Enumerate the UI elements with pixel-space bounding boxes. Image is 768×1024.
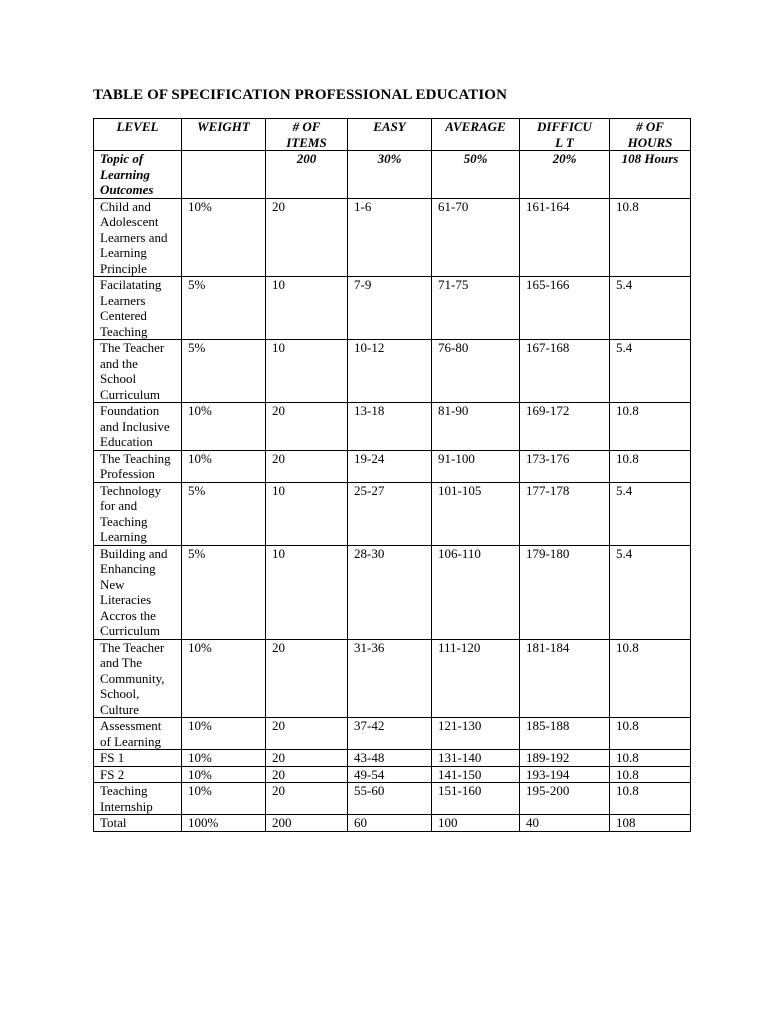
- cell-weight: 10%: [182, 718, 266, 750]
- cell-average: 100: [432, 815, 520, 832]
- cell-weight: 5%: [182, 545, 266, 639]
- cell-hours: 108: [610, 815, 691, 832]
- subheader-topic: Topic of Learning Outcomes: [94, 151, 182, 199]
- table-row: [94, 766, 691, 783]
- cell-difficult: 169-172: [520, 403, 610, 451]
- cell-weight: 10%: [182, 766, 266, 783]
- header-level: LEVEL: [94, 119, 182, 151]
- cell-hours: 10.8: [610, 450, 691, 482]
- cell-topic: Building and Enhancing New Literacies Accros the Curriculum: [94, 545, 182, 639]
- cell-average: 81-90: [432, 403, 520, 451]
- cell-hours: 10.8: [610, 783, 691, 815]
- subheader-hours: 108 Hours: [610, 151, 691, 199]
- cell-weight: 5%: [182, 277, 266, 340]
- cell-items: 20: [266, 450, 348, 482]
- cell-weight: 10%: [182, 198, 266, 277]
- cell-easy: 49-54: [348, 766, 432, 783]
- cell-easy: 37-42: [348, 718, 432, 750]
- cell-topic: FS 2: [94, 766, 182, 783]
- cell-topic: The Teacher and the School Curriculum: [94, 340, 182, 403]
- cell-difficult: 189-192: [520, 750, 610, 767]
- table-row: [94, 482, 691, 545]
- cell-items: 20: [266, 783, 348, 815]
- cell-difficult: 181-184: [520, 639, 610, 718]
- cell-items: 20: [266, 718, 348, 750]
- cell-hours: 10.8: [610, 766, 691, 783]
- cell-topic: Foundation and Inclusive Education: [94, 403, 182, 451]
- cell-items: 20: [266, 639, 348, 718]
- cell-topic: Child and Adolescent Learners and Learning Principle: [94, 198, 182, 277]
- cell-hours: 10.8: [610, 403, 691, 451]
- header-easy: EASY: [348, 119, 432, 151]
- header-row: [94, 119, 691, 151]
- cell-difficult: 165-166: [520, 277, 610, 340]
- subheader-average: 50%: [432, 151, 520, 199]
- subheader-items: 200: [266, 151, 348, 199]
- cell-easy: 19-24: [348, 450, 432, 482]
- cell-average: 131-140: [432, 750, 520, 767]
- subheader-row: [94, 151, 691, 199]
- cell-difficult: 173-176: [520, 450, 610, 482]
- cell-items: 10: [266, 277, 348, 340]
- header-average: AVERAGE: [432, 119, 520, 151]
- cell-topic: Facilatating Learners Centered Teaching: [94, 277, 182, 340]
- cell-average: 76-80: [432, 340, 520, 403]
- table-row: [94, 403, 691, 451]
- cell-average: 61-70: [432, 198, 520, 277]
- document-title: TABLE OF SPECIFICATION PROFESSIONAL EDUCATION: [93, 87, 508, 103]
- cell-hours: 5.4: [610, 277, 691, 340]
- cell-weight: 10%: [182, 403, 266, 451]
- total-row: [94, 815, 691, 832]
- cell-difficult: 179-180: [520, 545, 610, 639]
- cell-weight: 10%: [182, 750, 266, 767]
- cell-hours: 10.8: [610, 750, 691, 767]
- cell-hours: 10.8: [610, 639, 691, 718]
- cell-topic: Assessment of Learning: [94, 718, 182, 750]
- cell-topic: The Teaching Profession: [94, 450, 182, 482]
- cell-topic: The Teacher and The Community, School, Culture: [94, 639, 182, 718]
- table-row: [94, 545, 691, 639]
- table-row: [94, 198, 691, 277]
- header-hours: # OF HOURS: [610, 119, 691, 151]
- cell-items: 200: [266, 815, 348, 832]
- cell-topic: Teaching Internship: [94, 783, 182, 815]
- cell-items: 20: [266, 198, 348, 277]
- cell-difficult: 161-164: [520, 198, 610, 277]
- cell-easy: 31-36: [348, 639, 432, 718]
- cell-items: 20: [266, 750, 348, 767]
- cell-average: 106-110: [432, 545, 520, 639]
- subheader-easy: 30%: [348, 151, 432, 199]
- cell-difficult: 167-168: [520, 340, 610, 403]
- table-row: [94, 750, 691, 767]
- cell-average: 91-100: [432, 450, 520, 482]
- cell-easy: 28-30: [348, 545, 432, 639]
- table-row: [94, 783, 691, 815]
- cell-topic: Technology for and Teaching Learning: [94, 482, 182, 545]
- cell-items: 10: [266, 482, 348, 545]
- cell-easy: 43-48: [348, 750, 432, 767]
- table-row: [94, 718, 691, 750]
- cell-easy: 7-9: [348, 277, 432, 340]
- table-row: [94, 340, 691, 403]
- cell-items: 10: [266, 545, 348, 639]
- header-items: # OF ITEMS: [266, 119, 348, 151]
- table-row: [94, 450, 691, 482]
- table-row: [94, 277, 691, 340]
- cell-hours: 5.4: [610, 340, 691, 403]
- cell-average: 151-160: [432, 783, 520, 815]
- cell-average: 71-75: [432, 277, 520, 340]
- header-weight: WEIGHT: [182, 119, 266, 151]
- cell-easy: 1-6: [348, 198, 432, 277]
- cell-average: 101-105: [432, 482, 520, 545]
- cell-easy: 13-18: [348, 403, 432, 451]
- cell-difficult: 40: [520, 815, 610, 832]
- header-difficult: DIFFICUL T: [520, 119, 610, 151]
- cell-weight: 5%: [182, 482, 266, 545]
- cell-easy: 10-12: [348, 340, 432, 403]
- cell-average: 111-120: [432, 639, 520, 718]
- cell-average: 141-150: [432, 766, 520, 783]
- cell-items: 20: [266, 766, 348, 783]
- cell-items: 10: [266, 340, 348, 403]
- cell-topic: Total: [94, 815, 182, 832]
- table-row: [94, 639, 691, 718]
- subheader-difficult: 20%: [520, 151, 610, 199]
- cell-hours: 10.8: [610, 198, 691, 277]
- cell-easy: 25-27: [348, 482, 432, 545]
- cell-difficult: 185-188: [520, 718, 610, 750]
- cell-weight: 10%: [182, 639, 266, 718]
- cell-weight: 10%: [182, 450, 266, 482]
- cell-difficult: 177-178: [520, 482, 610, 545]
- cell-weight: 100%: [182, 815, 266, 832]
- cell-difficult: 193-194: [520, 766, 610, 783]
- cell-hours: 10.8: [610, 718, 691, 750]
- table-body: [94, 198, 691, 831]
- cell-easy: 60: [348, 815, 432, 832]
- cell-average: 121-130: [432, 718, 520, 750]
- cell-weight: 10%: [182, 783, 266, 815]
- cell-items: 20: [266, 403, 348, 451]
- specification-table: [93, 118, 691, 832]
- cell-weight: 5%: [182, 340, 266, 403]
- cell-difficult: 195-200: [520, 783, 610, 815]
- cell-hours: 5.4: [610, 482, 691, 545]
- subheader-weight: [182, 151, 266, 199]
- cell-topic: FS 1: [94, 750, 182, 767]
- cell-easy: 55-60: [348, 783, 432, 815]
- cell-hours: 5.4: [610, 545, 691, 639]
